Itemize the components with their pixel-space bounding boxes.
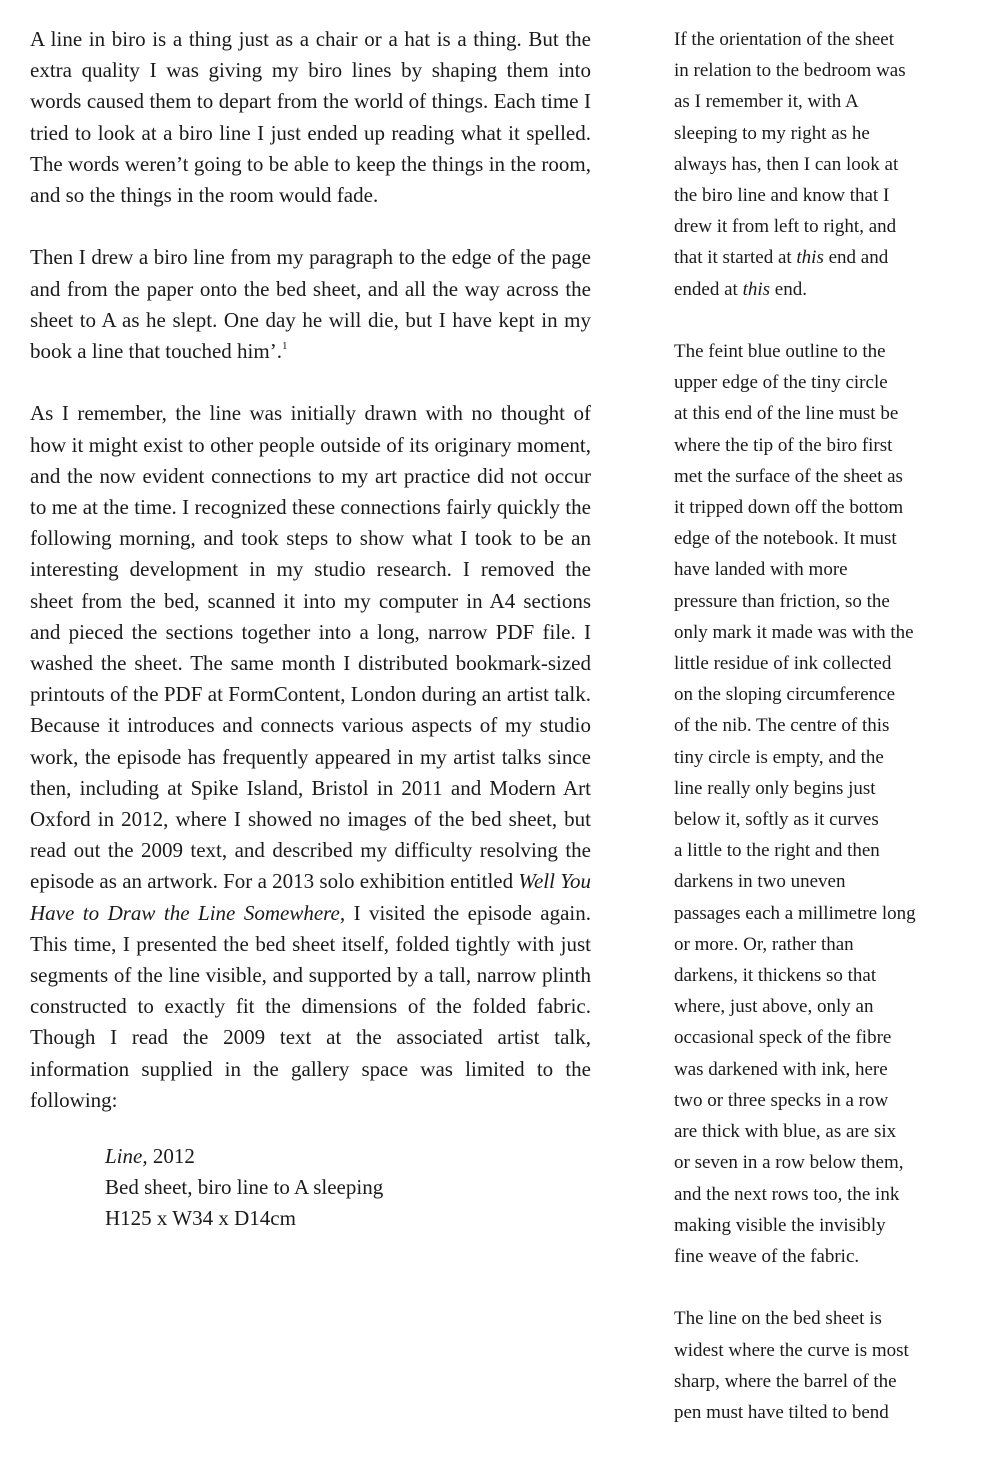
side-line: passages each a millimetre long	[674, 902, 916, 924]
side-line-emphasis: this	[796, 247, 824, 269]
paragraph-1: A line in biro is a thing just as a chair or a hat is a thing. But the extra quality I was giving my biro lines by shaping them into words caused them to depart from the world of things. Each time I tried to look at a biro line I just ended up reading what it spelled. The words weren’t going to be able to keep the things in the room, and so the things in the room would fade.	[30, 27, 591, 208]
paragraph-2	[30, 242, 591, 367]
side-line-text: ended at	[674, 278, 743, 300]
side-line: have landed with more	[674, 559, 848, 581]
main-column	[30, 24, 591, 1235]
side-line: edge of the notebook. It must	[674, 528, 897, 550]
side-line: sleeping to my right as he	[674, 122, 870, 144]
exhibition-title: Well You Have to Draw the Line Somewhere,	[30, 869, 591, 925]
side-line: it tripped down off the bottom	[674, 497, 904, 519]
side-line: below it, softly as it curves	[674, 809, 879, 831]
paragraph-2-text: Then I drew a biro line from my paragraph to the edge of the page and from the paper onto the bed sheet, and all the way across the sheet to A as he slept. One day he will die, but I have kept in my book a line that touched him’.	[30, 245, 591, 364]
side-line: occasional speck of the fibre	[674, 1027, 892, 1049]
side-line: as I remember it, with A	[674, 91, 859, 113]
paragraph-3-text-b: I visited the episode again. This time, I presented the bed sheet itself, folded tightly with just segments of the line visible, and supported by a tall, narrow plinth constructed to exactly fit the dimensions of the folded fabric. Though I read the 2009 text at the associated artist talk, information supplied in the gallery space was limited to the following:	[30, 900, 591, 1112]
artwork-dimensions: H125 x W34 x D14cm	[105, 1206, 296, 1231]
artwork-title: Line,	[105, 1144, 148, 1169]
side-line: little residue of ink collected	[674, 653, 892, 675]
side-line: where, just above, only an	[674, 996, 874, 1018]
side-line: always has, then I can look at	[674, 153, 899, 175]
side-line: where the tip of the biro first	[674, 434, 893, 456]
side-line: pen must have tilted to bend	[674, 1401, 889, 1423]
side-line: widest where the curve is most	[674, 1339, 909, 1361]
side-line-emphasis: this	[742, 278, 771, 300]
side-line: drew it from left to right, and	[674, 216, 897, 238]
side-line: two or three specks in a row	[674, 1089, 889, 1111]
side-line: sharp, where the barrel of the	[674, 1370, 897, 1392]
side-line: in relation to the bedroom was	[674, 60, 906, 82]
side-line: fine weave of the fabric.	[674, 1245, 860, 1267]
footnote-marker[interactable]: 1	[281, 340, 288, 353]
side-line: making visible the invisibly	[674, 1214, 886, 1236]
side-line: was darkened with ink, here	[674, 1058, 888, 1080]
side-line: or more. Or, rather than	[674, 933, 854, 955]
side-line: only mark it made was with the	[674, 621, 914, 643]
side-line: are thick with blue, as are six	[674, 1121, 897, 1143]
side-line-text: end and	[823, 247, 889, 269]
side-line: The line on the bed sheet is	[674, 1308, 882, 1330]
side-line: darkens in two uneven	[674, 871, 846, 893]
side-line: the biro line and know that I	[674, 185, 890, 207]
side-paragraph-3	[674, 1303, 979, 1428]
side-column	[674, 24, 979, 1459]
side-line: pressure than friction, so the	[674, 590, 890, 612]
side-line-text: that it started at	[674, 247, 797, 269]
side-line: The feint blue outline to the	[674, 341, 886, 363]
artwork-year: 2012	[147, 1144, 195, 1169]
side-line: on the sloping circumference	[674, 684, 896, 706]
caption-title-line	[105, 1141, 591, 1172]
side-line: a little to the right and then	[674, 840, 880, 862]
side-line	[674, 274, 979, 305]
side-line: and the next rows too, the ink	[674, 1183, 900, 1205]
artwork-medium: Bed sheet, biro line to A sleeping	[105, 1175, 384, 1200]
side-line: at this end of the line must be	[674, 403, 899, 425]
paragraph-3	[30, 398, 591, 1116]
side-line: If the orientation of the sheet	[674, 29, 895, 50]
side-line: upper edge of the tiny circle	[674, 372, 888, 394]
artwork-caption	[105, 1141, 591, 1235]
side-line: of the nib. The centre of this	[674, 715, 890, 737]
side-line: darkens, it thickens so that	[674, 965, 877, 987]
side-line-text: end.	[770, 278, 807, 300]
side-paragraph-1	[674, 24, 979, 305]
paragraph-3-text-a: As I remember, the line was initially drawn with no thought of how it might exist to other people outside of its originary moment, and the now evident connections to my art practice did not occur to me at the time. I recognized these connections fairly quickly the following morning, and took steps to show what I took to be an interesting development in my studio research. I removed the sheet from the bed, scanned it into my computer in A4 sections and pieced the sections together into a long, narrow PDF file. I washed the sheet. The same month I distributed bookmark-sized printouts of the PDF at FormContent, London during an artist talk. Because it introduces and connects various aspects of my studio work, the episode has frequently appeared in my artist talks since then, including at Spike Island, Bristol in 2011 and Modern Art Oxford in 2012, where I showed no images of the bed sheet, but read out the 2009 text, and described my difficulty resolving the episode as an artwork. For a 2013 solo exhibition entitled	[30, 401, 591, 894]
side-paragraph-2	[674, 336, 979, 1272]
side-line	[674, 242, 979, 273]
side-line: tiny circle is empty, and the	[674, 746, 884, 768]
side-line: line really only begins just	[674, 777, 876, 799]
side-line: or seven in a row below them,	[674, 1152, 904, 1174]
side-line: met the surface of the sheet as	[674, 465, 903, 487]
